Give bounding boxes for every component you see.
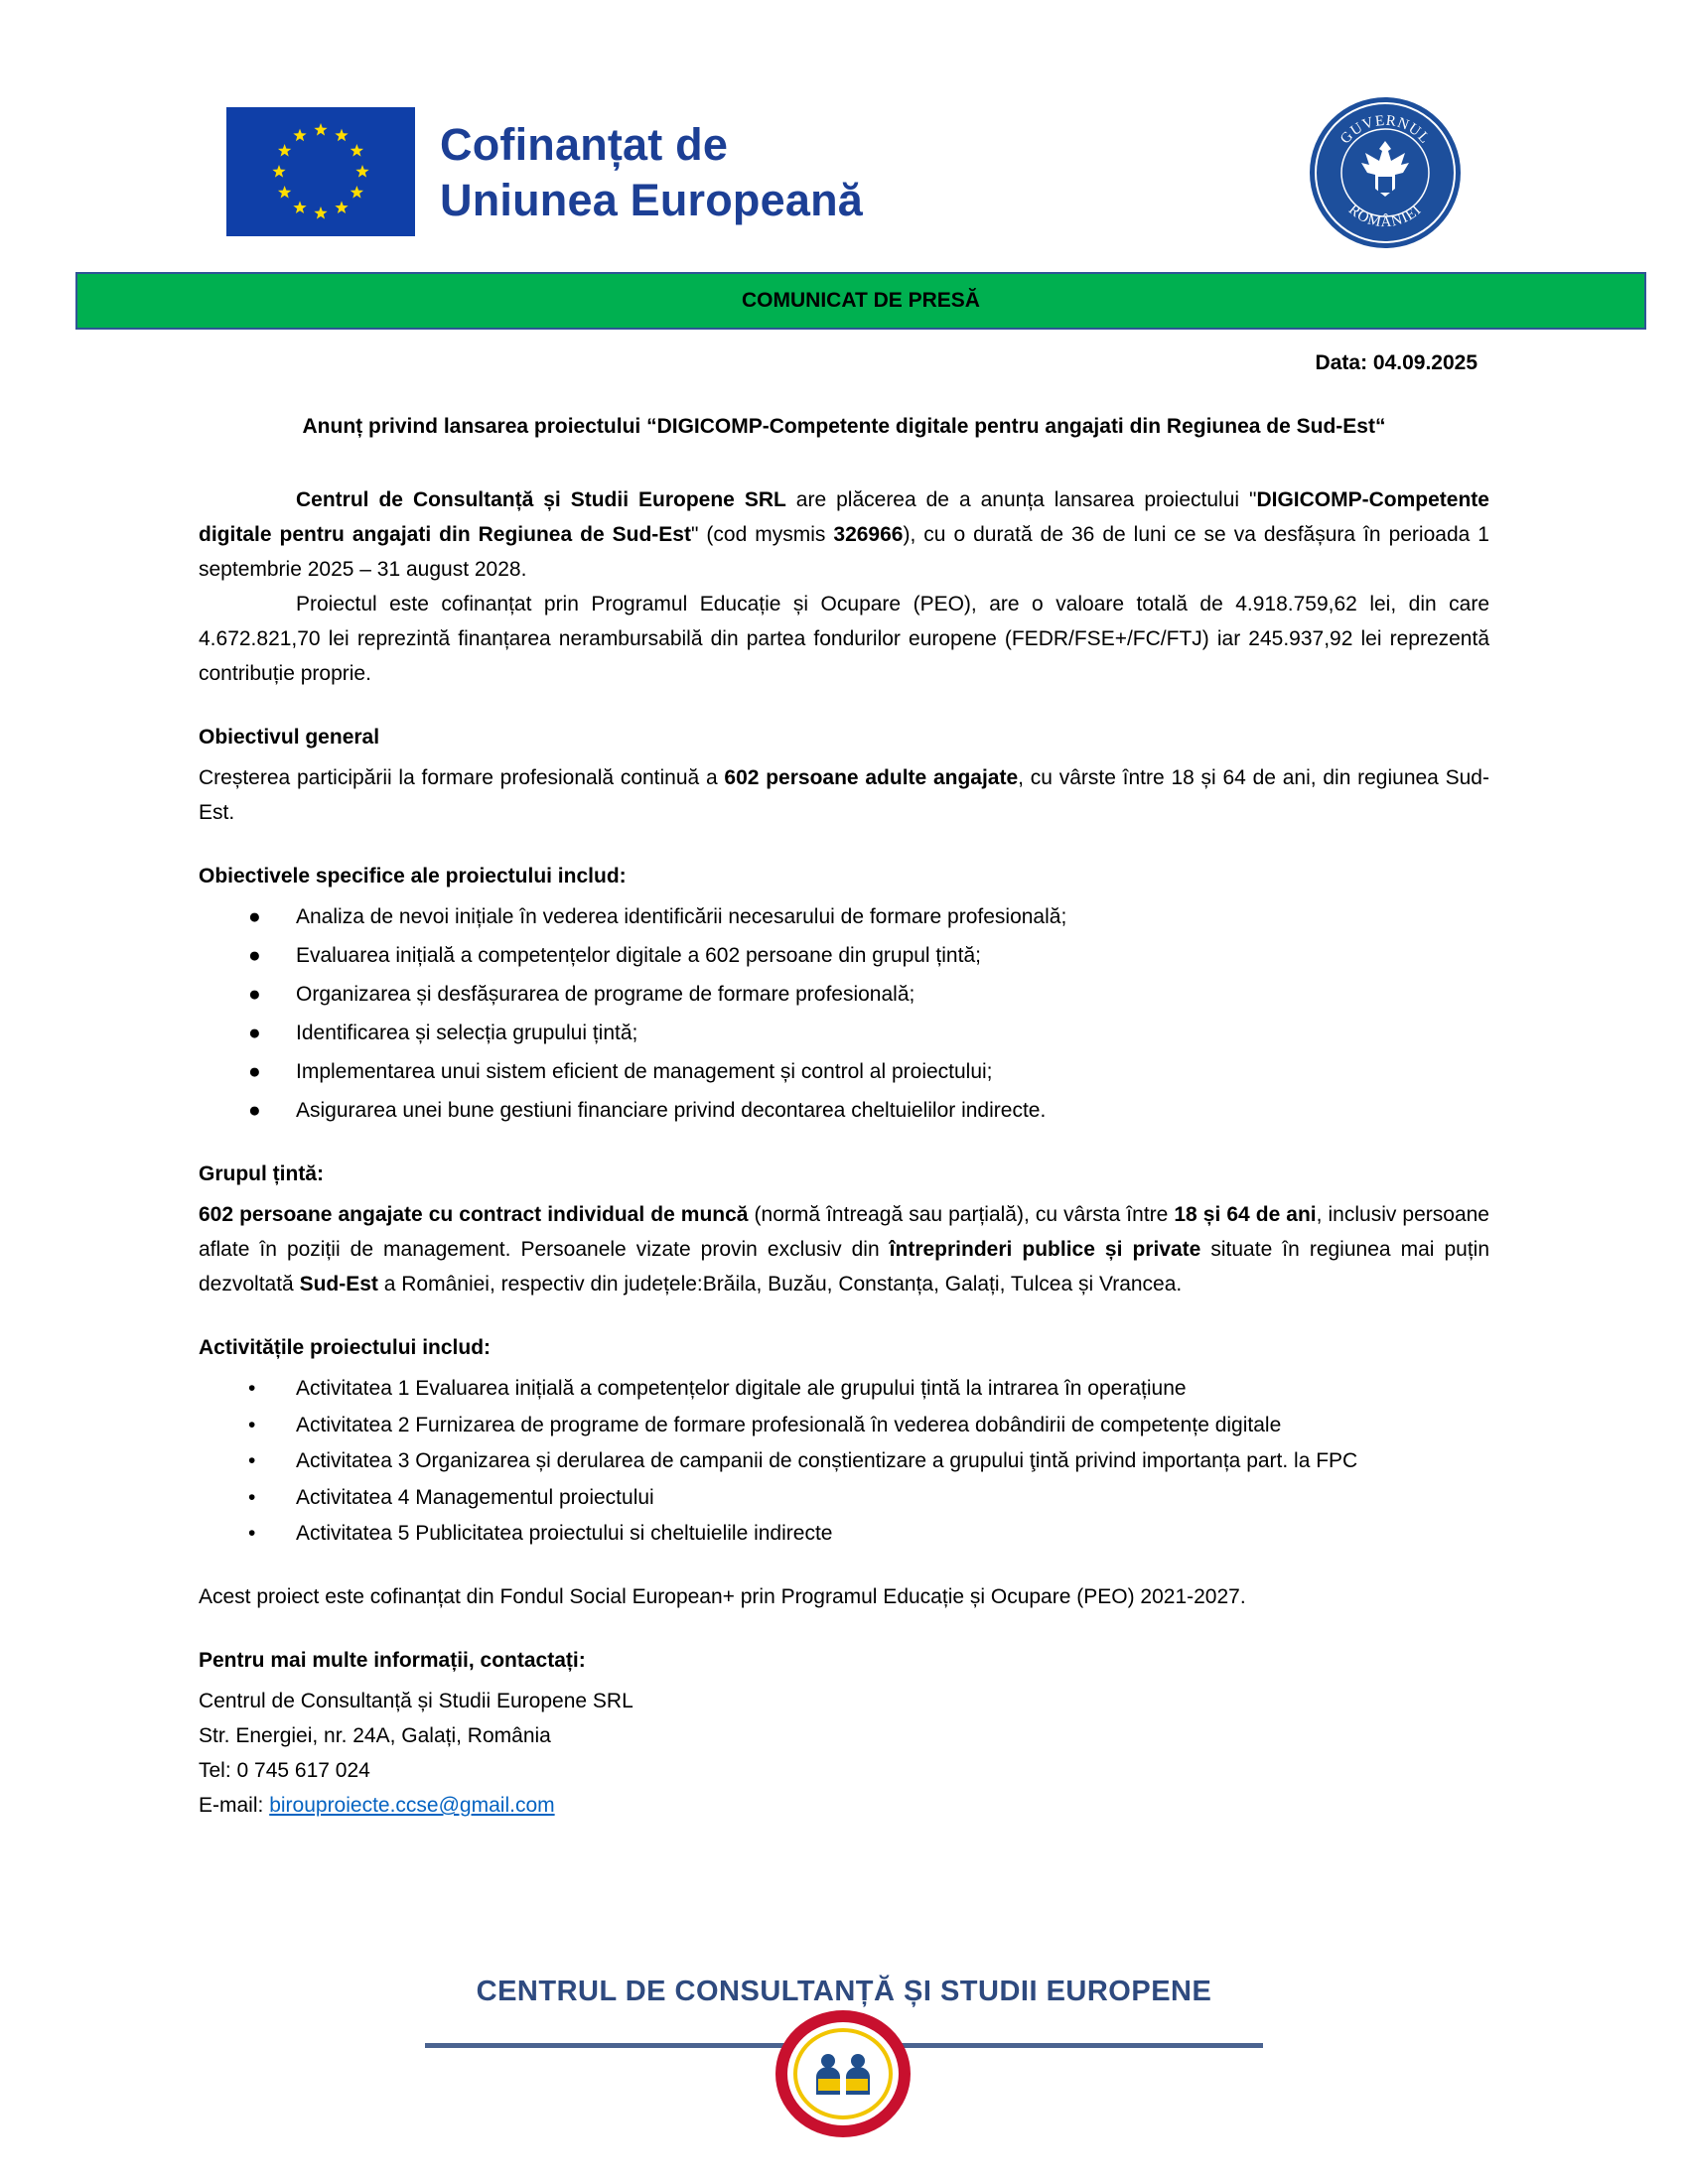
eu-star-icon bbox=[351, 186, 363, 199]
list-item-text: Evaluarea inițială a competențelor digitale a 602 persoane din grupul țintă; bbox=[296, 944, 981, 967]
list-item-text: Organizarea și desfășurarea de programe de formare profesională; bbox=[296, 983, 915, 1006]
project-name: DIGICOMP-Competente digitale pentru angajati din Regiunea de Sud-Est bbox=[199, 488, 1489, 546]
target-group-heading: Grupul țintă: bbox=[199, 1162, 324, 1185]
target-bold-3: întreprinderi publice și private bbox=[889, 1238, 1201, 1261]
eu-star-icon bbox=[355, 165, 368, 178]
list-item bbox=[199, 1480, 1489, 1517]
bullet-icon: ● bbox=[248, 905, 261, 928]
list-item-text: Activitatea 3 Organizarea și derularea de campanii de conștientizare a grupului ţintă privind importanța part. la FPC bbox=[296, 1449, 1358, 1472]
intro-text-1: are plăcerea de a anunța lansarea proiectului " bbox=[785, 488, 1257, 511]
eu-star-icon bbox=[335, 129, 348, 142]
intro-text-2: " (cod mysmis bbox=[690, 523, 834, 546]
funding-paragraph: Proiectul este cofinanțat prin Programul Educație și Ocupare (PEO), are o valoare totală de 4.918.759,62 lei, din care 4.672.821,70 lei reprezintă finanțarea nerambursabilă din partea fondurilor europene (FEDR/FSE+/FC/FTJ) iar 245.937,92 lei reprezentă contribuție proprie. bbox=[199, 593, 1489, 685]
eu-line-1: Cofinanțat de bbox=[440, 119, 729, 170]
target-text-2: , inclusiv persoane aflate în poziții de management. Persoanele vizate provin exclusiv din bbox=[199, 1203, 1489, 1261]
bullet-icon: • bbox=[248, 1522, 256, 1545]
specific-objectives-list bbox=[199, 897, 1489, 1130]
list-item bbox=[199, 897, 1489, 936]
list-item bbox=[199, 1371, 1489, 1408]
emblem-bottom-text: ROMÂNIEI bbox=[1344, 202, 1426, 231]
target-text-4: a României, respectiv din județele:Brăila, Buzău, Constanța, Galați, Tulcea și Vrancea. bbox=[377, 1273, 1183, 1296]
contact-phone: Tel: 0 745 617 024 bbox=[199, 1759, 370, 1782]
eu-star-icon bbox=[335, 201, 348, 213]
activities-heading: Activitățile proiectului includ: bbox=[199, 1336, 492, 1359]
eu-star-icon bbox=[293, 129, 306, 142]
bullet-icon: ● bbox=[248, 983, 261, 1006]
list-item bbox=[199, 1408, 1489, 1444]
bullet-icon: • bbox=[248, 1449, 256, 1472]
general-objective-heading: Obiectivul general bbox=[199, 726, 380, 749]
target-bold-4: Sud-Est bbox=[299, 1273, 378, 1296]
footer-org-title: CENTRUL DE CONSULTANȚĂ ȘI STUDII EUROPENE bbox=[476, 1976, 1212, 2007]
target-group-text bbox=[199, 1197, 1489, 1301]
release-date: Data: 04.09.2025 bbox=[1315, 351, 1477, 374]
list-item-text: Activitatea 1 Evaluarea inițială a competențelor digitale ale grupului țintă la intrarea în operațiune bbox=[296, 1377, 1187, 1400]
list-item bbox=[199, 1052, 1489, 1091]
list-item-text: Identificarea și selecția grupului țintă; bbox=[296, 1022, 638, 1044]
list-item-text: Activitatea 4 Managementul proiectului bbox=[296, 1485, 654, 1509]
eu-star-icon bbox=[314, 123, 327, 136]
contact-block bbox=[199, 1684, 633, 1823]
list-item bbox=[199, 1014, 1489, 1052]
intro-paragraph bbox=[199, 482, 1489, 587]
list-item-text: Implementarea unui sistem eficient de management și control al proiectului; bbox=[296, 1060, 993, 1083]
eu-stars-icon bbox=[226, 107, 415, 236]
target-bold-1: 602 persoane angajate cu contract individual de muncă bbox=[199, 1203, 749, 1226]
release-title: Anunț privind lansarea proiectului “DIGICOMP-Competente digitale pentru angajati din Regiunea de Sud-Est“ bbox=[302, 415, 1386, 438]
eu-line-2: Uniunea Europeană bbox=[440, 175, 863, 225]
general-objective-text bbox=[199, 760, 1489, 830]
eu-flag-logo bbox=[226, 107, 415, 236]
mysmis-code: 326966 bbox=[833, 523, 904, 546]
list-item-text: Activitatea 2 Furnizarea de programe de formare profesională în vederea dobândirii de competențe digitale bbox=[296, 1413, 1282, 1436]
contact-address: Str. Energiei, nr. 24A, Galați, România bbox=[199, 1724, 551, 1747]
eu-star-icon bbox=[272, 165, 285, 178]
eu-star-icon bbox=[351, 144, 363, 157]
intro-text-3: ), cu o durată de 36 de luni ce se va desfășura în perioada 1 septembrie 2025 – 31 august 2028. bbox=[199, 523, 1489, 581]
contact-heading: Pentru mai multe informații, contactați: bbox=[199, 1649, 586, 1672]
bullet-icon: ● bbox=[248, 1099, 261, 1122]
org-name: Centrul de Consultanță și Studii Europene SRL bbox=[296, 488, 786, 511]
bullet-icon: ● bbox=[248, 944, 261, 967]
eu-star-icon bbox=[278, 186, 291, 199]
activities-list bbox=[199, 1371, 1489, 1553]
list-item bbox=[199, 1443, 1489, 1480]
email-link[interactable]: birouproiecte.ccse@gmail.com bbox=[269, 1794, 555, 1817]
ccse-logo bbox=[773, 2003, 914, 2144]
general-text-1: Creșterea participării la formare profesională continuă a bbox=[199, 766, 725, 789]
bullet-icon: ● bbox=[248, 1022, 261, 1044]
contact-email-row bbox=[199, 1788, 633, 1823]
contact-org: Centrul de Consultanță și Studii Europene SRL bbox=[199, 1690, 633, 1712]
press-release-banner: COMUNICAT DE PRESĂ bbox=[75, 272, 1646, 330]
eu-star-icon bbox=[293, 201, 306, 213]
list-item bbox=[199, 936, 1489, 975]
target-text-1: (normă întreagă sau parțială), cu vârsta între bbox=[748, 1203, 1175, 1226]
list-item bbox=[199, 975, 1489, 1014]
specific-objectives-heading: Obiectivele specifice ale proiectului includ: bbox=[199, 865, 627, 887]
list-item bbox=[199, 1091, 1489, 1130]
general-bold: 602 persoane adulte angajate bbox=[724, 766, 1019, 789]
email-label: E-mail: bbox=[199, 1794, 270, 1817]
eu-cofinance-text bbox=[440, 117, 863, 228]
bullet-icon: ● bbox=[248, 1060, 261, 1083]
target-bold-2: 18 și 64 de ani bbox=[1174, 1203, 1317, 1226]
target-text-3: situate în regiunea mai puțin dezvoltată bbox=[199, 1238, 1489, 1296]
bullet-icon: • bbox=[248, 1485, 256, 1509]
eu-star-icon bbox=[314, 206, 327, 219]
bullet-icon: • bbox=[248, 1413, 256, 1436]
list-item-text: Analiza de nevoi inițiale în vederea identificării necesarului de formare profesională; bbox=[296, 905, 1067, 928]
emblem-top-text: GUVERNUL bbox=[1337, 112, 1434, 148]
eu-star-icon bbox=[278, 144, 291, 157]
bullet-icon: • bbox=[248, 1377, 256, 1400]
list-item-text: Activitatea 5 Publicitatea proiectului si cheltuielile indirecte bbox=[296, 1522, 833, 1545]
government-emblem-logo bbox=[1308, 95, 1463, 250]
cofinance-paragraph: Acest proiect este cofinanțat din Fondul Social European+ prin Programul Educație și Ocupare (PEO) 2021-2027. bbox=[199, 1585, 1246, 1608]
general-text-2: , cu vârste între 18 și 64 de ani, din regiunea Sud-Est. bbox=[199, 766, 1489, 824]
list-item bbox=[199, 1516, 1489, 1553]
list-item-text: Asigurarea unei bune gestiuni financiare privind decontarea cheltuielilor indirecte. bbox=[296, 1099, 1047, 1122]
